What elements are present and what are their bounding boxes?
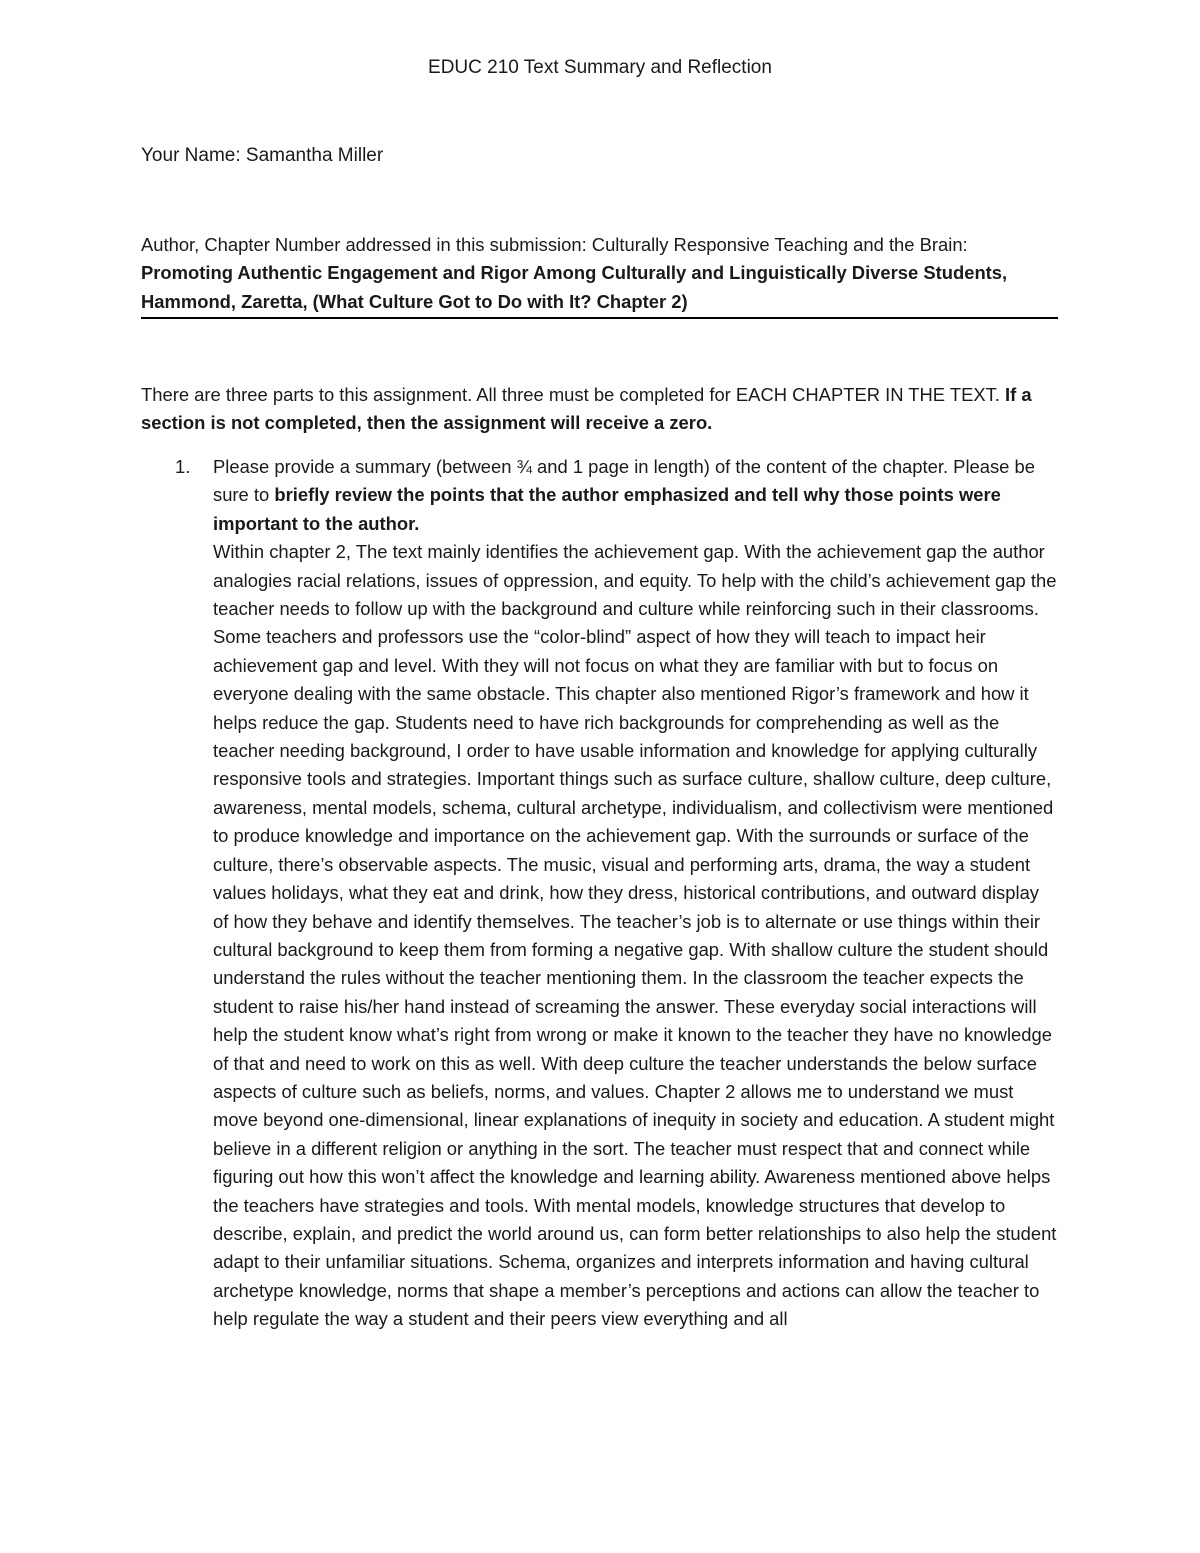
summary-prompt-text: Please provide a summary (between ¾ and 1 page in length) of the content of the chapter. Please be sure to — [213, 456, 1035, 506]
document-title: EDUC 210 Text Summary and Reflection — [428, 57, 772, 78]
summary-answer: Within chapter 2, The text mainly identifies the achievement gap. With the achievement gap the author analogies racial relations, issues of oppression, and equity. To help with the child’s achievement gap the teacher needs to follow up with the background and culture while reinforcing such in their classrooms. Some teachers and professors use the “color-blind” aspect of how they will teach to impact heir achievement gap and level. With they will not focus on what they are familiar with but to focus on everyone dealing with the same obstacle. This chapter also mentioned Rigor’s framework and how it helps reduce the gap. Students need to have rich backgrounds for comprehending as well as the teacher needing background, I order to have usable information and knowledge for applying culturally responsive tools and strategies. Important things such as surface culture, shallow culture, deep culture, awareness, mental models, schema, cultural archetype, individualism, and collectivism were mentioned to produce knowledge and importance on the achievement gap. With the surrounds or surface of the culture, there’s observable aspects. The music, visual and performing arts, drama, the way a student values holidays, what they eat and drink, how they dress, historical contributions, and outward display of how they behave and identify themselves. The teacher’s job is to alternate or use things within their cultural background to keep them from forming a negative gap. With shallow culture the student should understand the rules without the teacher mentioning them. In the classroom the teacher expects the student to raise his/her hand instead of screaming the answer. These everyday social interactions will help the student know what’s right from wrong or make it known to the teacher they have no knowledge of that and need to work on this as well. With deep culture the teacher understands the below surface aspects of culture such as beliefs, norms, and values. Chapter 2 allows me to understand we must move beyond one-dimensional, linear explanations of inequity in society and education. A student might believe in a different religion or anything in the sort. The teacher must respect that and connect while figuring out how this won’t affect the knowledge and learning ability. Awareness mentioned above helps the teachers have strategies and tools. With mental models, knowledge structures that develop to describe, explain, and predict the world around us, can form better relationships to also help the student adapt to their unfamiliar situations. Schema, organizes and interprets information and having cultural archetype knowledge, norms that shape a member’s perceptions and actions can allow the teacher to help regulate the way a student and their peers view everything and all — [213, 541, 1057, 1330]
student-name-line: Your Name: Samantha Miller — [141, 145, 384, 166]
author-chapter-label: Author, Chapter Number addressed in this submission: Culturally Responsive Teaching and the Brain: — [141, 234, 968, 255]
instructions-warning: If a section is not completed, then the assignment will receive a zero. — [141, 384, 1032, 434]
list-item-number: 1. — [175, 456, 191, 477]
list-item-body — [213, 453, 1058, 1334]
author-chapter-block — [141, 231, 1058, 319]
instructions-text: There are three parts to this assignment. All three must be completed for EACH CHAPTER IN THE TEXT. — [141, 384, 1006, 405]
assignment-instructions — [141, 381, 1058, 438]
summary-prompt — [213, 453, 1058, 538]
summary-prompt-emphasis: briefly review the points that the author emphasized and tell why those points were important to the author. — [213, 484, 1001, 534]
author-chapter-value: Promoting Authentic Engagement and Rigor Among Culturally and Linguistically Diverse Students, Hammond, Zaretta, (What Culture Got to Do with It? Chapter 2) — [141, 262, 1008, 312]
